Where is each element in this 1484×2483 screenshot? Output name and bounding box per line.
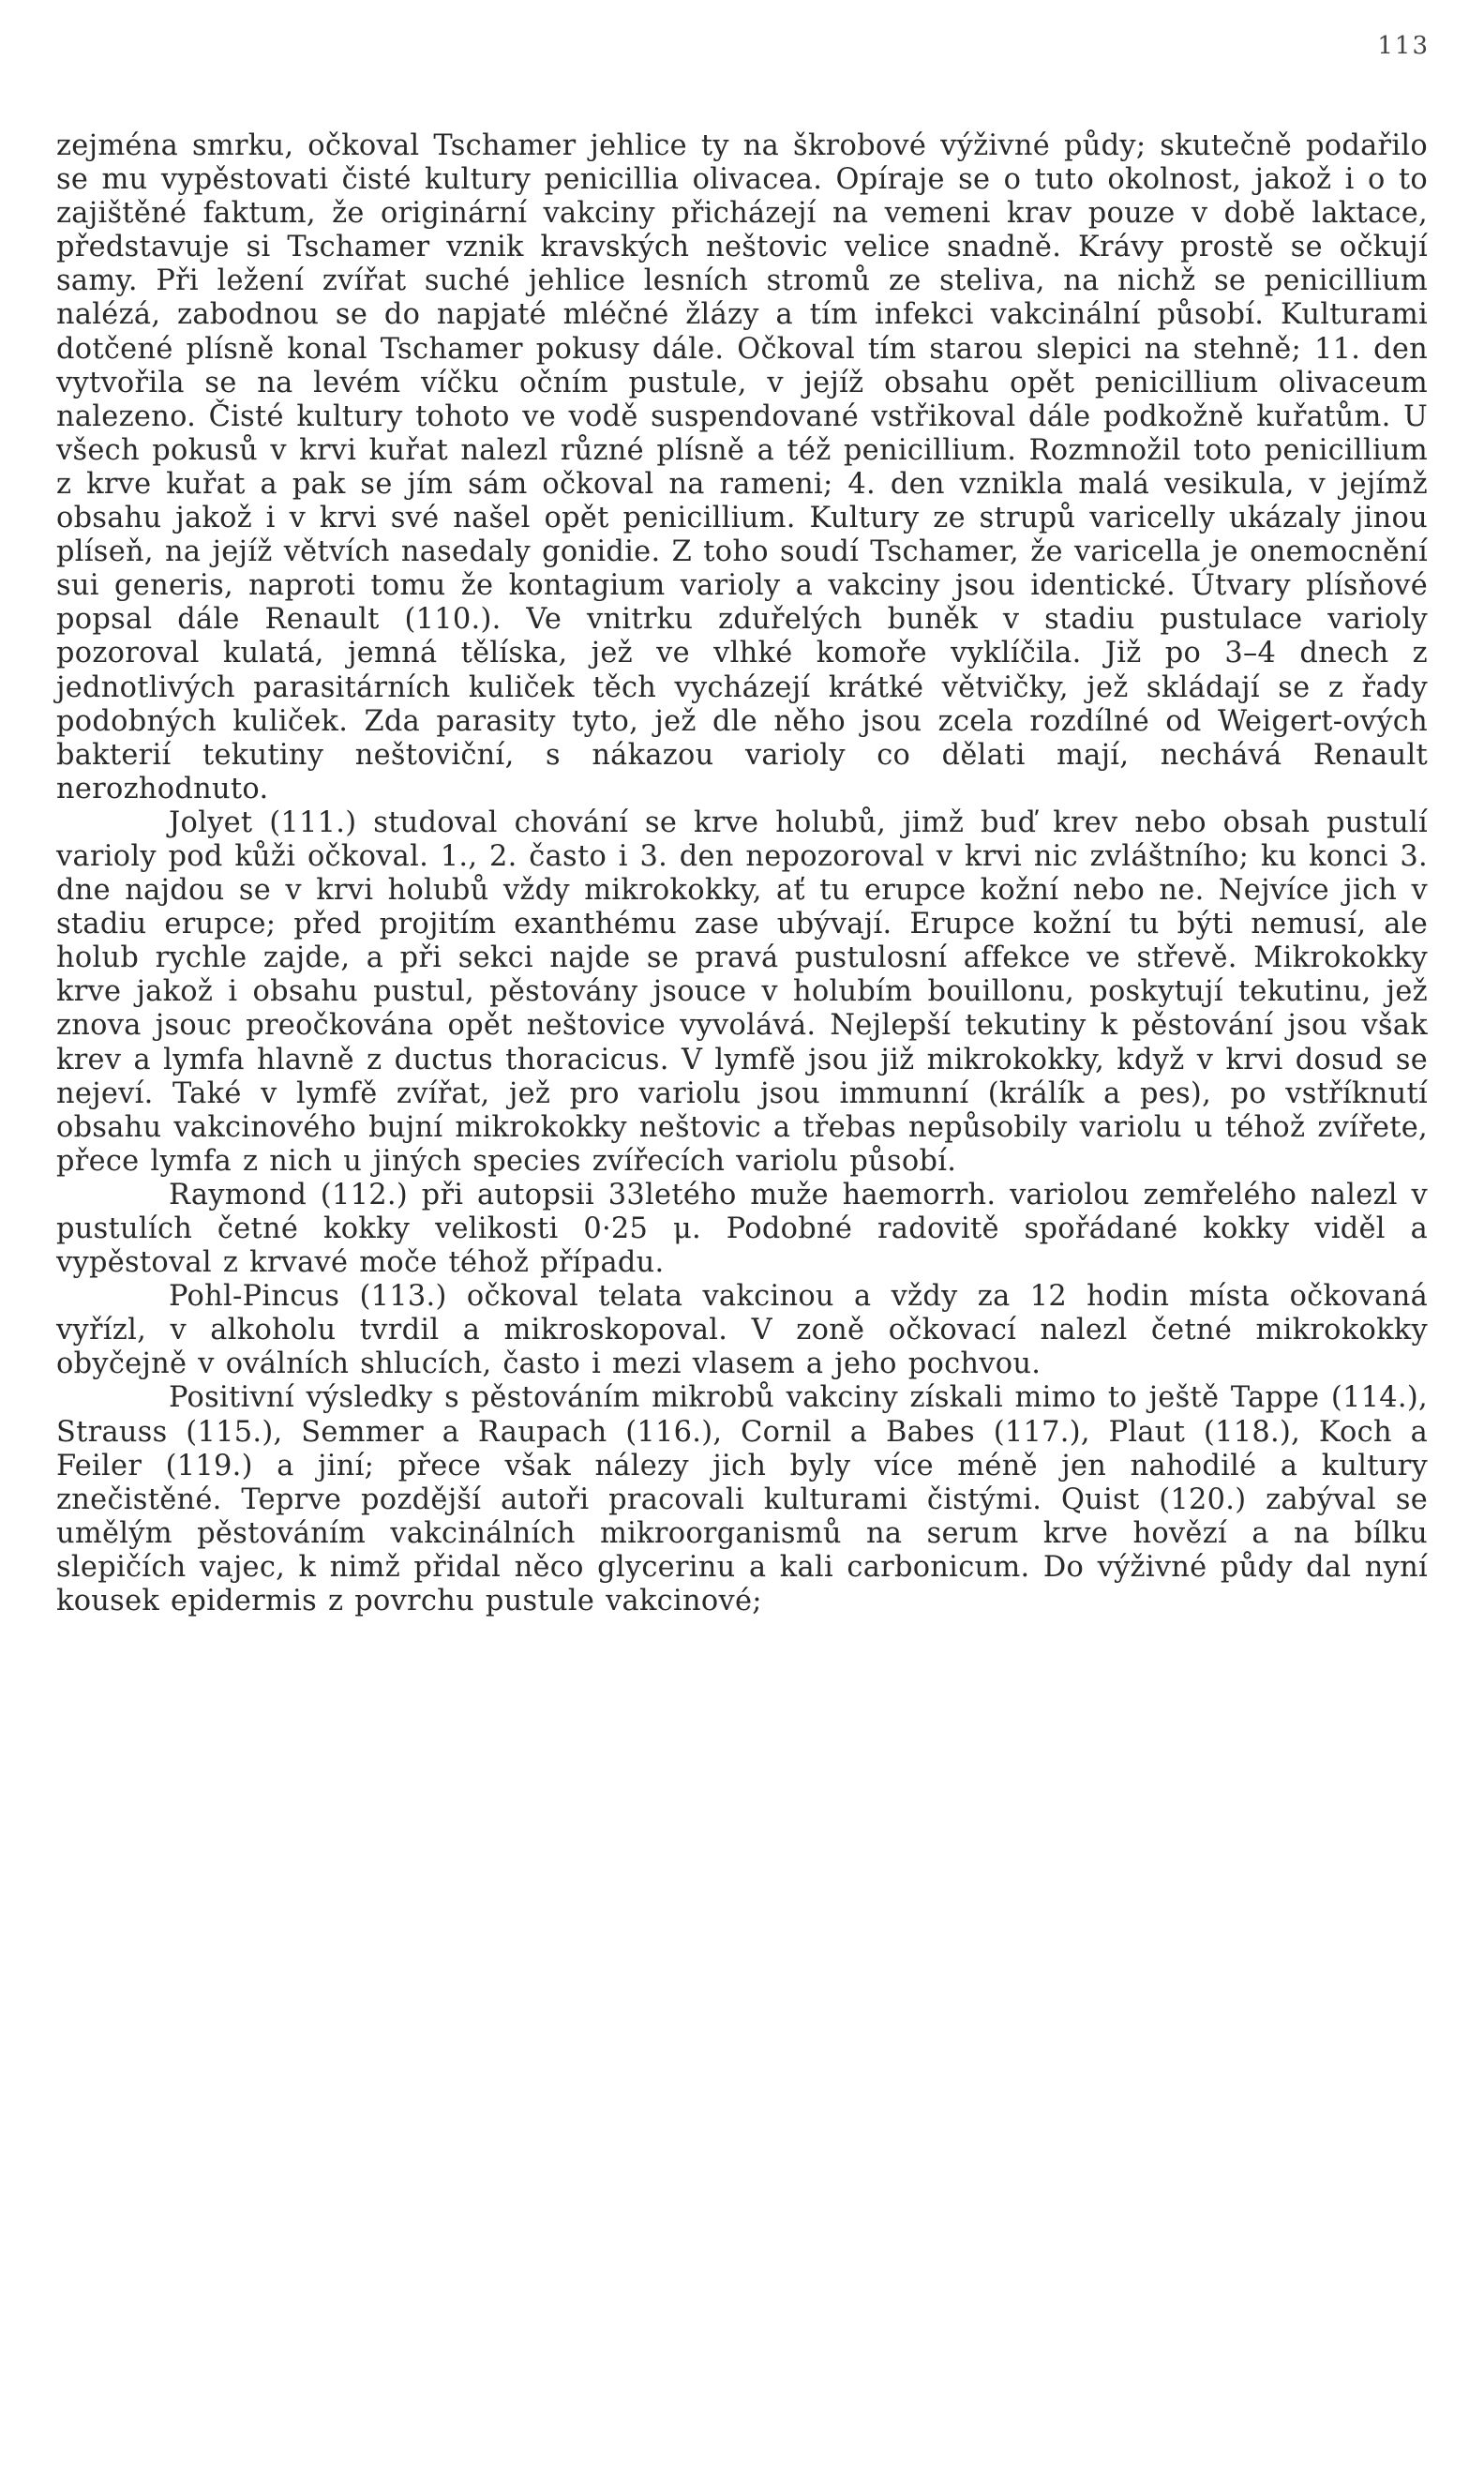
paragraph-tschamer-continued: zejména smrku, očkoval Tschamer jehlice ty na škrobové výživné půdy; skutečně podařilo se mu vypěstovati čisté kultury penicillia olivacea. Opíraje se o tuto okolnost, jakož i o to zajištěné faktum, že originární vakciny přicházejí na vemeni krav pouze v době laktace, představuje si Tschamer vznik kravských neštovic velice snadně. Krávy prostě se očkují samy. Při ležení zvířat suché jehlice lesních stromů ze steliva, na nichž se penicillium nalézá, zabodnou se do napjaté mléčné žlázy a tím infekci vakcinální působí. Kulturami dotčené plísně konal Tschamer pokusy dále. Očkoval tím starou slepici na stehně; 11. den vytvořila se na levém víčku očním pustule, v jejíž obsahu opět penicillium olivaceum nalezeno. Čisté kultury tohoto ve vodě suspendované vstřikoval dále podkožně kuřatům. U všech pokusů v krvi kuřat nalezl různé plísně a též penicillium. Rozmnožil toto penicillium z krve kuřat a pak se jím sám očkoval na rameni; 4. den vznikla malá vesikula, v jejímž obsahu jakož i v krvi své našel opět penicillium. Kultury ze strupů varicelly ukázaly jinou plíseň, na jejíž větvích nasedaly gonidie. Z toho soudí Tschamer, že varicella je onemocnění sui generis, naproti tomu že kontagium varioly a vakciny jsou identické. Útvary plísňové popsal dále Renault (110.). Ve vnitrku zduřelých buněk v stadiu pustulace varioly pozoroval kulatá, jemná tělíska, jež ve vlhké komoře vyklíčila. Již po 3–4 dnech z jednotlivých parasitárních kuliček těch vycházejí krátké větvičky, jež skládají se z řady podobných kuliček. Zda parasity tyto, jež dle něho jsou zcela rozdílné od Weigert-ových bakterií tekutiny neštoviční, s nákazou varioly co dělati mají, nechává Renault nerozhodnuto. — [56, 129, 1428, 805]
page-number: 113 — [1377, 32, 1430, 60]
paragraph-raymond: Raymond (112.) při autopsii 33letého muže haemorrh. variolou zemřelého nalezl v pustulích četné kokky velikosti 0·25 μ. Podobné radovitě spořádané kokky viděl a vypěstoval z krvavé moče téhož případu. — [56, 1178, 1428, 1280]
paragraph-positive-results: Positivní výsledky s pěstováním mikrobů vakciny získali mimo to ještě Tappe (114.), Strauss (115.), Semmer a Raupach (116.), Cornil a Babes (117.), Plaut (118.), Koch a Feiler (119.) a jiní; přece však nálezy jich byly více méně jen nahodilé a kultury znečistěné. Teprve pozdější autoři pracovali kulturami čistými. Quist (120.) zabýval se umělým pěstováním vakcinálních mikroorganismů na serum krve hovězí a na bílku slepičích vajec, k nimž přidal něco glycerinu a kali carbonicum. Do výživné půdy dal nyní kousek epidermis z povrchu pustule vakcinové; — [56, 1381, 1428, 1618]
body-text — [56, 129, 1428, 1618]
paragraph-pohl-pincus: Pohl-Pincus (113.) očkoval telata vakcinou a vždy za 12 hodin místa očkovaná vyřízl, v alkoholu tvrdil a mikroskopoval. V zoně očkovací nalezl četné mikrokokky obyčejně v oválních shlucích, často i mezi vlasem a jeho pochvou. — [56, 1280, 1428, 1381]
paragraph-jolyet: Jolyet (111.) studoval chování se krve holubů, jimž buď krev nebo obsah pustulí varioly pod kůži očkoval. 1., 2. často i 3. den nepozoroval v krvi nic zvláštního; ku konci 3. dne najdou se v krvi holubů vždy mikrokokky, ať tu erupce kožní nebo ne. Nejvíce jich v stadiu erupce; před projitím exanthému zase ubývají. Erupce kožní tu býti nemusí, ale holub rychle zajde, a při sekci najde se pravá pustulosní affekce ve střevě. Mikrokokky krve jakož i obsahu pustul, pěstovány jsouce v holubím bouillonu, poskytují tekutinu, jež znova jsouc preočkována opět neštovice vyvolává. Nejlepší tekutiny k pěstování jsou však krev a lymfa hlavně z ductus thoracicus. V lymfě jsou již mikrokokky, když v krvi dosud se nejeví. Také v lymfě zvířat, jež pro variolu jsou immunní (králík a pes), po vstříknutí obsahu vakcinového bujní mikrokokky neštovic a třebas nepůsobily variolu u téhož zvířete, přece lymfa z nich u jiných species zvířecích variolu působí. — [56, 805, 1428, 1178]
